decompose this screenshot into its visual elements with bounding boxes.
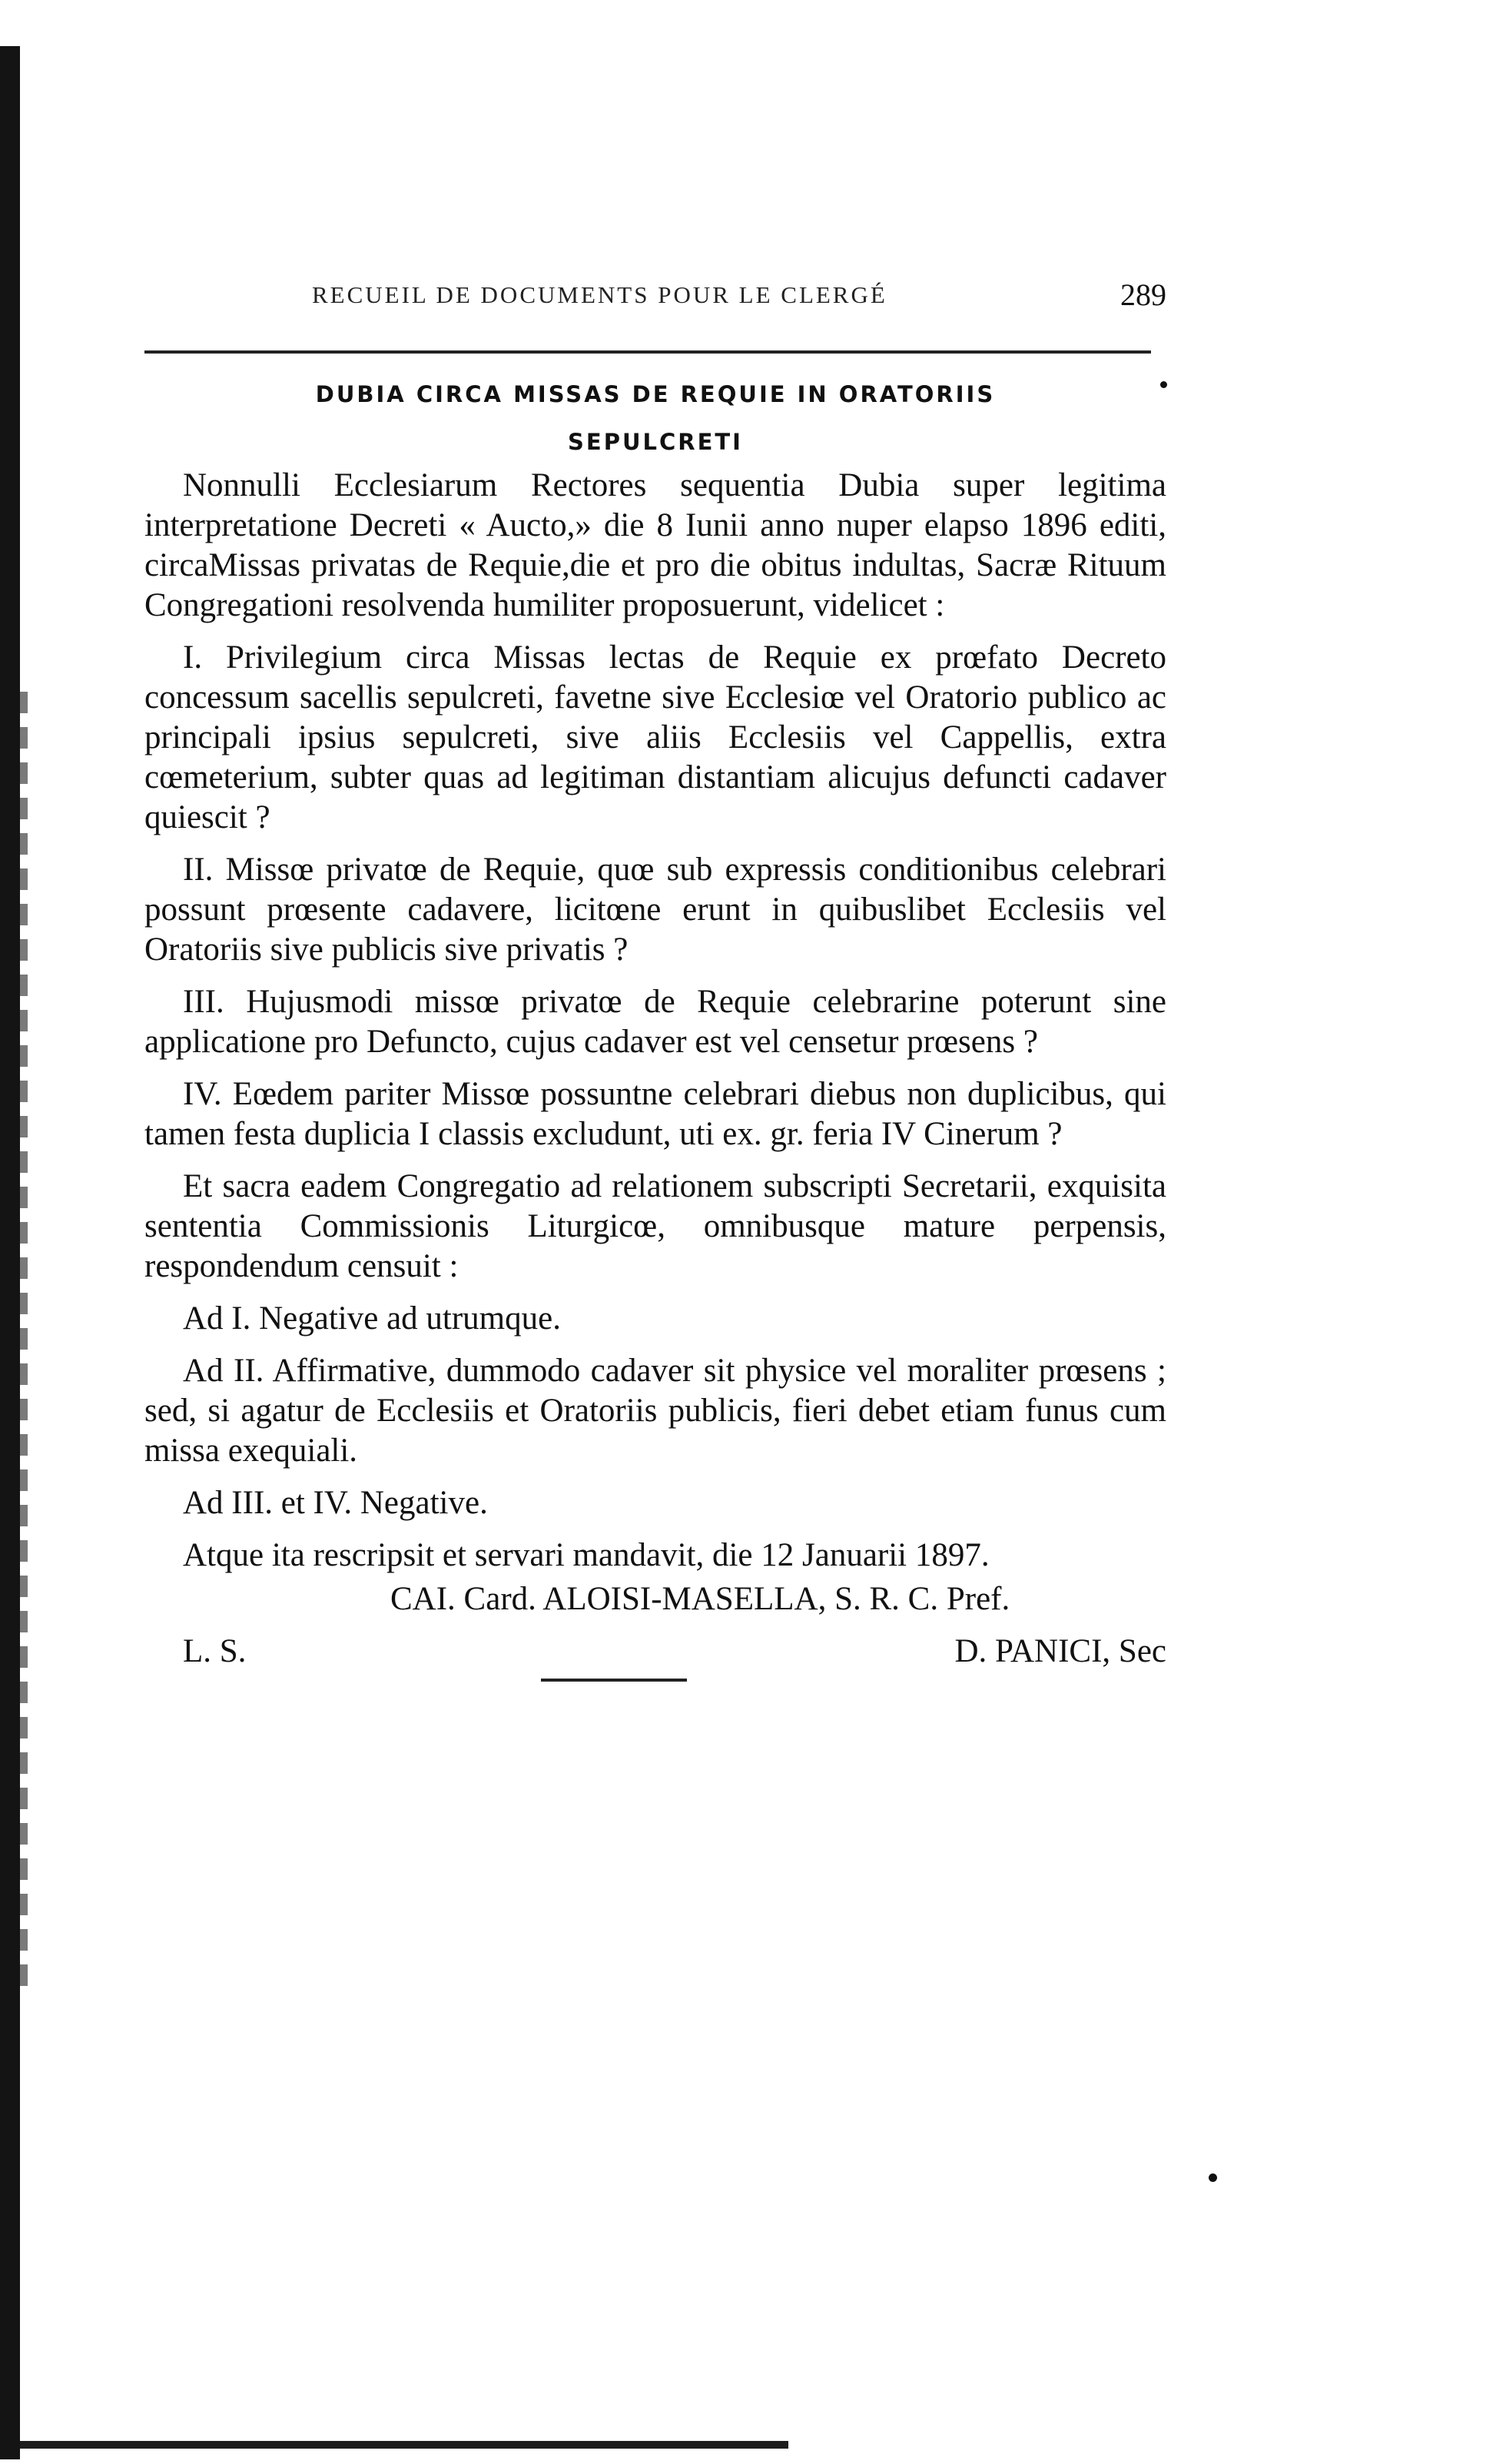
paragraph-dubium-1: I. Privilegium circa Missas lectas de Requie ex prœfato Decreto concessum sacellis sepulcreti, favetne sive Ecclesiœ vel Oratorio publico ac principali ipsius sepulcreti, sive aliis Ecclesiis vel Cappellis, extra cœmeterium, subter quas ad legitiman distantiam alicujus defuncti cadaver quiescit ? bbox=[144, 639, 1166, 835]
running-head bbox=[144, 277, 1166, 323]
paragraph-answer-3-4: Ad III. et IV. Negative. bbox=[183, 1485, 488, 1521]
page bbox=[144, 277, 1166, 1682]
signature-cardinal: CAI. Card. ALOISI-MASELLA, S. R. C. Pref. bbox=[390, 1581, 1010, 1617]
paragraph-dubium-2: II. Missœ privatœ de Requie, quœ sub expressis conditionibus celebrari possunt prœsente cadavere, licitœne erunt in quibuslibet Ecclesiis vel Oratoriis sive publicis sive privatis ? bbox=[144, 852, 1166, 968]
speck-mark bbox=[1209, 2173, 1217, 2182]
paragraph-intro: Nonnulli Ecclesiarum Rectores sequentia Dubia super legitima interpretatione Decreti « Aucto,» die 8 Iunii anno nuper elapso 1896 editi, circaMissas privatas de Requie,die et pro die obitus indultas, Sacræ Rituum Congregationi resolvenda humiliter proposuerunt, videlicet : bbox=[144, 467, 1166, 623]
paragraph-answer-2: Ad II. Affirmative, dummodo cadaver sit physice vel moraliter prœsens ; sed, si agatur de Ecclesiis et Oratoriis publicis, fieri debet etiam funus cum missa exequiali. bbox=[144, 1353, 1166, 1469]
article-title bbox=[144, 370, 1166, 466]
article-title-line-2: SEPULCRETI bbox=[568, 429, 743, 455]
paragraph-dubium-4: IV. Eœdem pariter Missœ possuntne celebrari diebus non duplicibus, qui tamen festa duplicia I classis excludunt, uti ex. gr. feria IV Cinerum ? bbox=[144, 1076, 1166, 1152]
speck-mark bbox=[1160, 381, 1167, 388]
article-title-line-1: DUBIA CIRCA MISSAS DE REQUIE IN ORATORIIS bbox=[315, 381, 996, 407]
signature-block bbox=[144, 1576, 1166, 1675]
paragraph-closing: Atque ita rescripsit et servari mandavit, die 12 Januarii 1897. bbox=[183, 1537, 990, 1573]
signature-seal: L. S. bbox=[183, 1633, 247, 1669]
binding-edge bbox=[0, 46, 20, 2459]
binding-shadow bbox=[20, 692, 28, 1998]
running-title: RECUEIL DE DOCUMENTS POUR LE CLERGÉ bbox=[312, 281, 887, 308]
paragraph-resolution: Et sacra eadem Congregatio ad relationem subscripti Secretarii, exquisita sententia Commissionis Liturgicœ, omnibusque mature perpensis, respondendum censuit : bbox=[144, 1168, 1166, 1284]
page-number: 289 bbox=[1120, 277, 1166, 312]
end-rule bbox=[541, 1679, 687, 1682]
signature-secretary: D. PANICI, Sec bbox=[954, 1633, 1166, 1669]
head-rule bbox=[144, 350, 1151, 354]
paragraph-answer-1: Ad I. Negative ad utrumque. bbox=[183, 1300, 561, 1337]
bottom-edge bbox=[20, 2441, 788, 2449]
paragraph-dubium-3: III. Hujusmodi missœ privatœ de Requie celebrarine poterunt sine applicatione pro Defuncto, cujus cadaver est vel censetur prœsens ? bbox=[144, 984, 1166, 1060]
